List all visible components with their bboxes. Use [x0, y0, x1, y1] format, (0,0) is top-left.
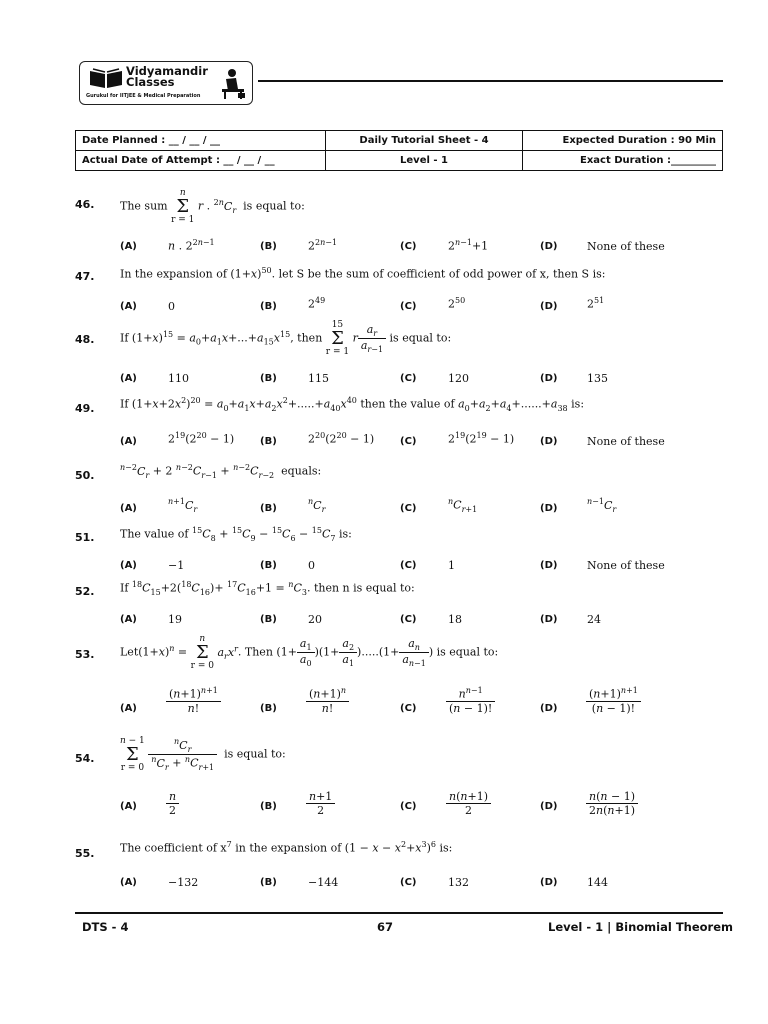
option-value: $^{n+1}C_r$ [168, 497, 198, 514]
fraction: $\frac{a_2}{a_1}$ [339, 637, 357, 668]
option-value: 18 [448, 613, 462, 626]
sheet-info-table [75, 130, 723, 171]
page-number: 67 [377, 920, 394, 934]
option-label: (C) [400, 614, 417, 625]
option-label: (B) [260, 301, 277, 312]
question-number: 54. [75, 752, 95, 765]
option-value: $^nC_{r+1}$ [448, 497, 478, 514]
option-value: None of these [587, 435, 665, 448]
option-label: (C) [400, 560, 417, 571]
option-label: (C) [400, 801, 417, 812]
fraction: $\frac{a_r}{a_{r-1}}$ [358, 323, 386, 354]
option-label: (A) [120, 801, 137, 812]
option-label: (A) [120, 301, 137, 312]
option-label: (D) [540, 373, 558, 384]
brand-name-line2: Classes [126, 75, 175, 89]
footer-sheet-id: DTS - 4 [82, 920, 129, 934]
question-number: 47. [75, 270, 95, 283]
option-value: $\frac{n(n+1)}{2}$ [446, 790, 491, 817]
question-49-text: If $(1+x+2x^2)^{20} = a_0+a_1x+a_2x^2+.....+a_{40}x^{40}$ then the value of $a_0+a_2+a_4+......+a_{38}$ is: [120, 396, 585, 413]
option-label: (D) [540, 301, 558, 312]
option-label: (D) [540, 503, 558, 514]
option-value: $2^{19}(2^{20} - 1)$ [168, 431, 235, 446]
option-value: $2^{51}$ [587, 296, 605, 311]
brand-logo [79, 61, 253, 105]
sheet-title-cell: Daily Tutorial Sheet - 4 [326, 131, 523, 151]
fraction: $\frac{^nC_r}{^nC_r + ^nC_{r+1}}$ [148, 737, 217, 772]
option-label: (D) [540, 560, 558, 571]
option-value: 120 [448, 372, 469, 385]
exact-duration-cell: Exact Duration :_________ [523, 151, 723, 171]
option-value: 0 [168, 300, 175, 313]
question-number: 52. [75, 585, 95, 598]
option-label: (A) [120, 877, 137, 888]
option-value: 19 [168, 613, 182, 626]
option-value: 20 [308, 613, 322, 626]
option-value: $2^{n-1}+1$ [448, 238, 489, 253]
question-51-text: The value of $^{15}C_8 + ^{15}C_9 - ^{15}C_6 - ^{15}C_7$ is: [120, 526, 352, 543]
option-label: (D) [540, 614, 558, 625]
option-label: (D) [540, 877, 558, 888]
option-value: $\frac{n^{n-1}}{(n - 1)!}$ [446, 686, 495, 715]
option-value: $\frac{n(n - 1)}{2n(n+1)}$ [586, 790, 638, 817]
option-label: (B) [260, 560, 277, 571]
sigma-symbol: n Σ r = 0 [190, 634, 214, 671]
option-value: 144 [587, 876, 608, 889]
open-book-icon [88, 67, 124, 89]
option-label: (C) [400, 503, 417, 514]
option-label: (C) [400, 301, 417, 312]
question-47-text: In the expansion of $(1+x)^{50}$. let S be the sum of coefficient of odd power of x, then S is: [120, 266, 606, 281]
option-value: 110 [168, 372, 189, 385]
expected-duration-cell: Expected Duration : 90 Min [523, 131, 723, 151]
option-label: (B) [260, 877, 277, 888]
option-label: (C) [400, 703, 417, 714]
question-55-text: The coefficient of $x^7$ in the expansion of $(1 - x - x^2+x^3)^6$ is: [120, 840, 453, 855]
option-value: 24 [587, 613, 601, 626]
level-cell: Level - 1 [326, 151, 523, 171]
question-number: 48. [75, 333, 95, 346]
option-label: (A) [120, 614, 137, 625]
option-label: (A) [120, 373, 137, 384]
question-52-text: If $^{18}C_{15}+2(^{18}C_{16})+ ^{17}C_{16}+1 = ^nC_3$. then n is equal to: [120, 580, 415, 597]
option-label: (D) [540, 703, 558, 714]
option-value: 115 [308, 372, 329, 385]
option-value: −1 [168, 559, 185, 572]
option-label: (D) [540, 801, 558, 812]
option-value: $2^{19}(2^{19} - 1)$ [448, 431, 515, 446]
option-value: $2^{2n-1}$ [308, 238, 338, 253]
sigma-symbol: 15 Σ r = 1 [325, 320, 350, 357]
header-rule [258, 80, 723, 82]
option-label: (B) [260, 436, 277, 447]
option-value: −144 [308, 876, 339, 889]
option-label: (C) [400, 436, 417, 447]
option-label: (B) [260, 703, 277, 714]
brand-name-line1: Vidyamandir [126, 64, 208, 78]
question-number: 53. [75, 648, 95, 661]
option-value: 0 [308, 559, 315, 572]
option-value: $2^{49}$ [308, 296, 326, 311]
question-number: 49. [75, 402, 95, 415]
option-label: (B) [260, 614, 277, 625]
student-desk-icon [220, 67, 246, 99]
option-value: $2^{20}(2^{20} - 1)$ [308, 431, 375, 446]
footer-topic: Level - 1 | Binomial Theorem [548, 920, 734, 934]
option-label: (D) [540, 436, 558, 447]
option-label: (B) [260, 801, 277, 812]
sigma-symbol: n Σ r = 1 [171, 188, 195, 225]
option-label: (C) [400, 373, 417, 384]
question-number: 55. [75, 847, 95, 860]
actual-date-cell: Actual Date of Attempt : __ / __ / __ [76, 151, 326, 171]
option-label: (D) [540, 241, 558, 252]
sigma-symbol: n − 1 Σ r = 0 [120, 736, 145, 773]
option-label: (A) [120, 703, 137, 714]
option-value: $\frac{(n+1)^{n+1}}{n!}$ [166, 686, 221, 715]
question-number: 51. [75, 531, 95, 544]
question-50-text: $^{n-2}C_r + 2$ $^{n-2}C_{r-1} + ^{n-2}C_{r-2}$ equals: [120, 463, 322, 480]
option-label: (B) [260, 241, 277, 252]
question-number: 50. [75, 469, 95, 482]
option-label: (B) [260, 503, 277, 514]
fraction: $\frac{a_1}{a_0}$ [297, 637, 315, 668]
brand-tagline: Gurukul for IITJEE & Medical Preparation [86, 93, 201, 99]
option-value: $2^{50}$ [448, 296, 466, 311]
option-value: $^nC_r$ [308, 497, 326, 514]
option-value: n . $2^{2n-1}$ [168, 238, 215, 253]
option-label: (A) [120, 503, 137, 514]
question-48-text: If $(1+x)^{15} = a_0+a_1x+...+a_{15}x^{15}$, then 15 Σ r = 1 r $\frac{a_r}{a_{r-1}}$ is equal to: [120, 320, 452, 357]
option-value: $\frac{n+1}{2}$ [306, 790, 335, 817]
question-53-text: $Let(1+x)^n = n$ Σ r = 0 $a_rx^r$. Then (1+ $\frac{a_1}{a_0}$ )(1+ $\frac{a_2}{a_1}$ ).....(1+ $\frac{a_n}{a_{n-1}}$ ) is equal to: [120, 634, 499, 671]
option-label: (B) [260, 373, 277, 384]
option-value: 132 [448, 876, 469, 889]
option-value: $\frac{n}{2}$ [166, 790, 179, 817]
date-planned-cell: Date Planned : __ / __ / __ [76, 131, 326, 151]
option-label: (A) [120, 436, 137, 447]
option-value: $\frac{(n+1)^{n+1}}{(n - 1)!}$ [586, 686, 641, 715]
fraction: $\frac{a_n}{a_{n-1}}$ [399, 637, 429, 668]
option-value: $\frac{(n+1)^n}{n!}$ [306, 686, 349, 715]
question-54-text: n − 1 Σ r = 0 $\frac{^nC_r}{^nC_r + ^nC_{r+1}}$ is equal to: [120, 736, 286, 773]
option-value: 1 [448, 559, 455, 572]
footer-rule [75, 912, 723, 914]
option-value: 135 [587, 372, 608, 385]
option-value: −132 [168, 876, 199, 889]
question-number: 46. [75, 198, 95, 211]
option-value: None of these [587, 240, 665, 253]
option-value: None of these [587, 559, 665, 572]
option-label: (A) [120, 241, 137, 252]
option-value: $^{n-1}C_r$ [587, 497, 617, 514]
option-label: (C) [400, 877, 417, 888]
question-46-text: The sum n Σ r = 1 r . $^{2n}C_r$ is equal to: [120, 188, 305, 225]
option-label: (C) [400, 241, 417, 252]
option-label: (A) [120, 560, 137, 571]
